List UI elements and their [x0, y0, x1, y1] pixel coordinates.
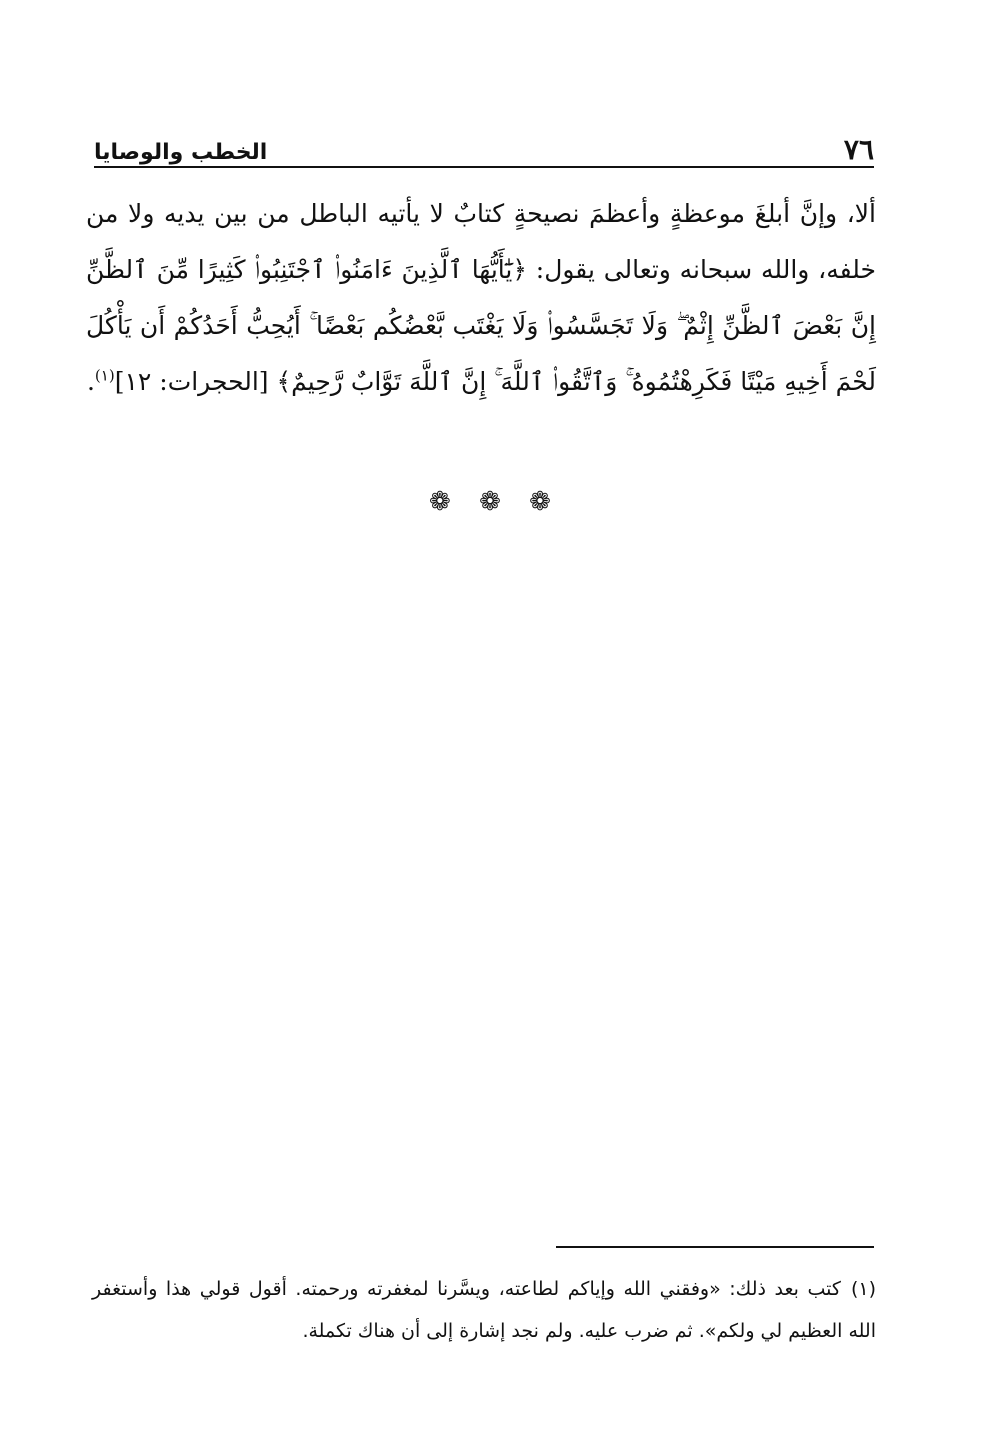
footnote-text: كتب بعد ذلك: «وفقني الله وإياكم لطاعته، ويسَّرنا لمغفرته ورحمته. أقول قولي هذا وأستغفر الله العظيم لي ولكم». ثم ضرب عليه. ولم نجد إشارة إلى أن هناك تكملة.: [92, 1278, 876, 1342]
main-paragraph: [86, 186, 876, 410]
footnote-reference[interactable]: (١): [94, 366, 115, 385]
intro-text: ألا، وإنَّ أبلغَ موعظةٍ وأعظمَ نصيحةٍ كتابٌ لا يأتيه الباطل من بين يديه ولا من خلفه، والله سبحانه وتعالى يقول:: [86, 199, 876, 284]
footnotes: [92, 1268, 876, 1352]
section-ornament: ❁ ❁ ❁: [429, 487, 561, 517]
verse-citation: [الحجرات: ١٢]: [114, 367, 277, 396]
page-number: ٧٦: [843, 133, 874, 166]
end-punctuation: .: [86, 367, 95, 396]
footnote-divider: [556, 1246, 874, 1248]
quran-verse: ﴿يَٰٓأَيُّهَا ٱلَّذِينَ ءَامَنُوا۟ ٱجْتَنِبُوا۟ كَثِيرًا مِّنَ ٱلظَّنِّ إِنَّ بَعْضَ ٱلظَّنِّ إِثْمٌ ۖ وَلَا تَجَسَّسُوا۟ وَلَا يَغْتَب بَّعْضُكُم بَعْضًا ۚ أَيُحِبُّ أَحَدُكُمْ أَن يَأْكُلَ لَحْمَ أَخِيهِ مَيْتًا فَكَرِهْتُمُوهُ ۚ وَٱتَّقُوا۟ ٱللَّهَ ۚ إِنَّ ٱللَّهَ تَوَّابٌ رَّحِيمٌ﴾: [86, 255, 876, 396]
page-header: [94, 128, 874, 168]
footnote-item: [92, 1268, 876, 1352]
running-title: الخطب والوصايا: [94, 140, 268, 165]
footnote-marker: (١): [850, 1278, 876, 1300]
